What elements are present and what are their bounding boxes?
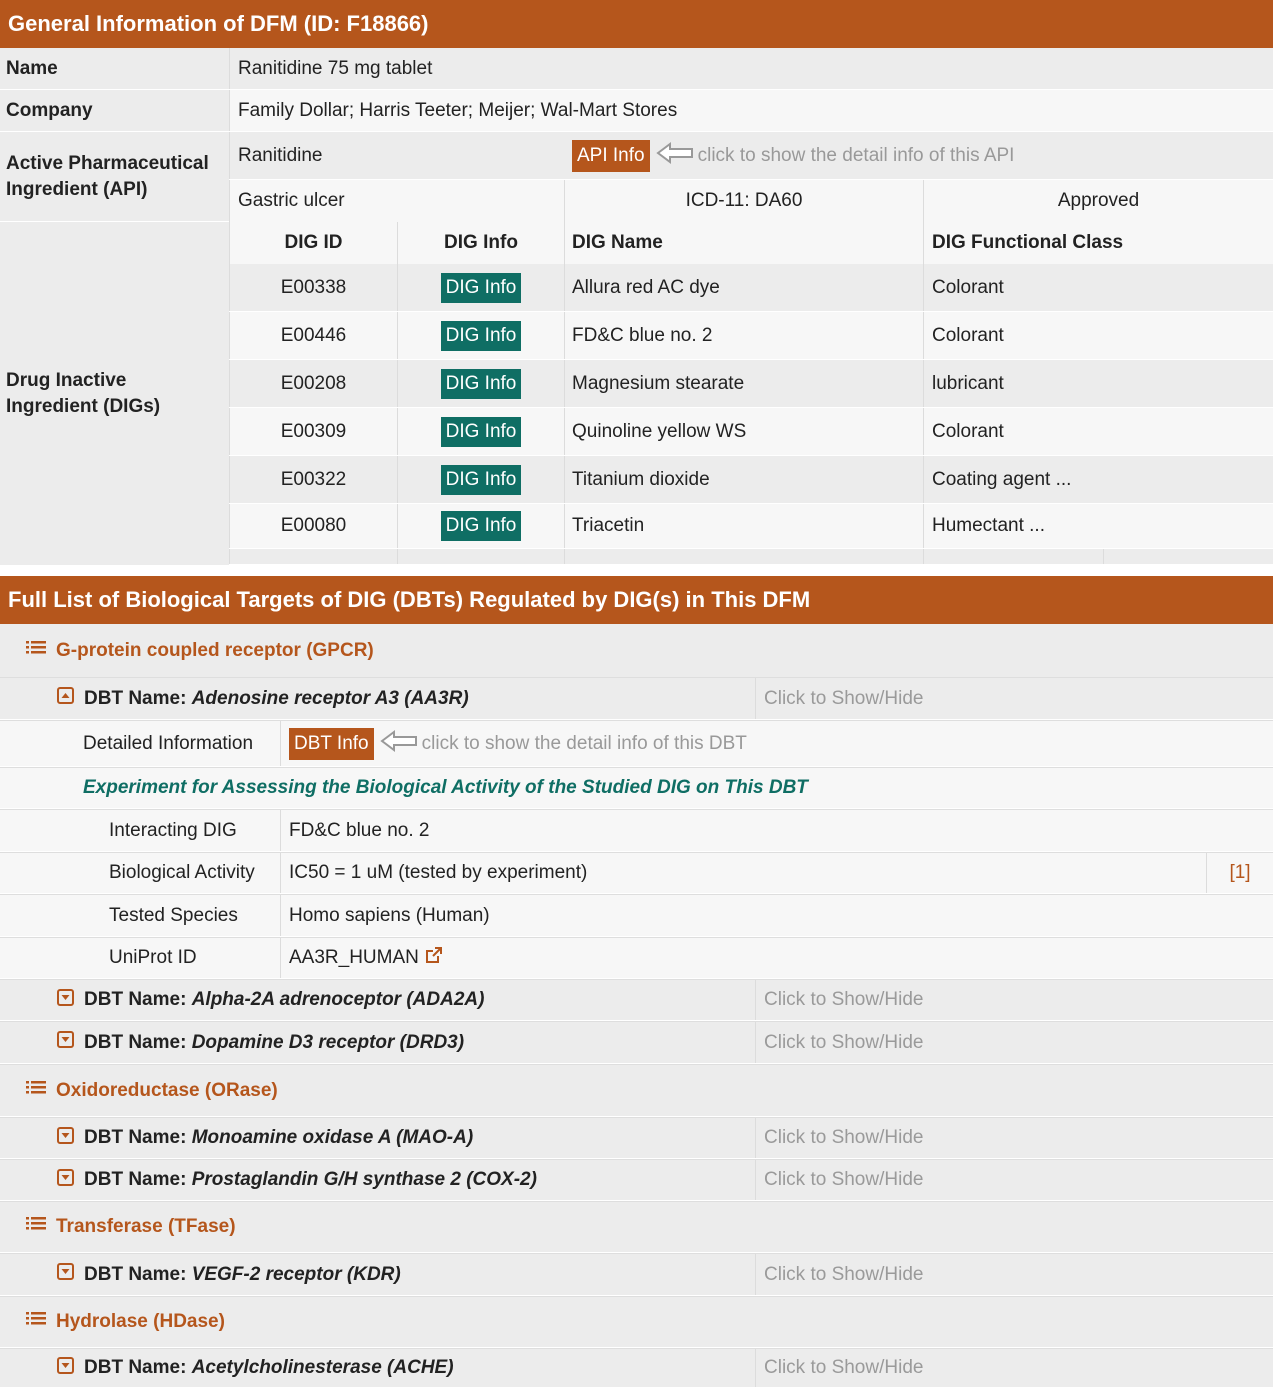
uniprot-link[interactable]: AA3R_HUMAN [289, 947, 419, 968]
dig-header-info: DIG Info [397, 222, 564, 264]
dig-info-cell [397, 312, 564, 359]
reference-link[interactable]: [1] [1206, 853, 1273, 893]
category-tfase[interactable] [0, 1202, 1273, 1253]
uniprot-row [0, 938, 1273, 979]
table-row [229, 264, 1273, 312]
dig-info-button[interactable]: DIG Info [441, 465, 522, 495]
list-icon [26, 1311, 46, 1333]
category-name: Oxidoreductase (ORase) [56, 1079, 278, 1101]
expand-icon[interactable] [57, 1357, 74, 1380]
expand-icon[interactable] [57, 1127, 74, 1150]
dbt-name-value: Prostaglandin G/H synthase 2 (COX-2) [191, 1169, 537, 1190]
dig-class: Coating agent ... [923, 456, 1273, 503]
empty-cell [564, 549, 923, 564]
activity-value: IC50 = 1 uM (tested by experiment) [280, 853, 1206, 893]
dbt-title [57, 1349, 454, 1387]
api-name: Ranitidine [229, 132, 564, 179]
show-hide-toggle[interactable]: Click to Show/Hide [755, 1022, 1273, 1063]
empty-cell [229, 549, 397, 564]
show-hide-toggle[interactable]: Click to Show/Hide [755, 678, 1273, 719]
dig-id: E00309 [229, 408, 397, 455]
species-value: Homo sapiens (Human) [280, 895, 1273, 936]
table-row [229, 312, 1273, 360]
dbt-row-cox-2[interactable] [0, 1160, 1273, 1201]
name-row [0, 48, 1273, 90]
show-hide-toggle[interactable]: Click to Show/Hide [755, 1118, 1273, 1158]
category-hdase[interactable] [0, 1297, 1273, 1348]
dbt-title [57, 1160, 537, 1200]
category-label [26, 1297, 225, 1347]
dbt-prefix: DBT Name: [84, 989, 187, 1010]
dbt-prefix: DBT Name: [84, 1263, 187, 1285]
dig-name: FD&C blue no. 2 [564, 312, 923, 359]
dbt-title [57, 980, 484, 1020]
dbt-row-ache[interactable] [0, 1349, 1273, 1388]
table-row [229, 456, 1273, 504]
list-icon [26, 1216, 46, 1238]
dig-header-name: DIG Name [564, 222, 923, 264]
table-row [229, 504, 1273, 549]
external-link-icon[interactable] [425, 946, 443, 970]
dig-id: E00322 [229, 456, 397, 503]
dig-info-cell [397, 504, 564, 548]
api-hint: click to show the detail info of this API [697, 144, 1015, 166]
dig-class: Colorant [923, 408, 1273, 455]
dbt-name-value: Adenosine receptor A3 (AA3R) [191, 687, 469, 709]
dig-info-button[interactable]: DIG Info [441, 321, 522, 351]
category-label [26, 1065, 278, 1116]
icd-code: ICD-11: DA60 [564, 180, 923, 222]
dig-id: E00208 [229, 360, 397, 407]
dbt-row-kdr[interactable] [0, 1254, 1273, 1296]
dbt-row-ada2a[interactable] [0, 980, 1273, 1021]
dig-info-cell [397, 360, 564, 407]
dig-class: Colorant [923, 312, 1273, 359]
list-icon [26, 1080, 46, 1102]
expand-icon[interactable] [57, 1263, 74, 1286]
dig-info-cell [397, 456, 564, 503]
dbt-prefix: DBT Name: [84, 687, 187, 709]
dbt-prefix: DBT Name: [84, 1169, 187, 1190]
dbt-row-mao-a[interactable] [0, 1118, 1273, 1159]
show-hide-toggle[interactable]: Click to Show/Hide [755, 1160, 1273, 1200]
dig-header-class: DIG Functional Class [923, 222, 1273, 264]
company-row [0, 90, 1273, 132]
api-section [0, 132, 1273, 222]
dbt-hint: click to show the detail info of this DBT [421, 732, 747, 754]
table-row-empty [229, 549, 1273, 565]
api-info-button[interactable]: API Info [572, 140, 650, 172]
activity-label: Biological Activity [109, 862, 255, 883]
uniprot-label: UniProt ID [109, 947, 197, 968]
dig-name: Magnesium stearate [564, 360, 923, 407]
experiment-title: Experiment for Assessing the Biological Activity of the Studied DIG on This DBT [83, 777, 808, 798]
dbt-title [57, 678, 469, 719]
dbt-prefix: DBT Name: [84, 1127, 187, 1148]
show-hide-toggle[interactable]: Click to Show/Hide [755, 1254, 1273, 1295]
dig-info-cell [397, 408, 564, 455]
dbt-name-value: Dopamine D3 receptor (DRD3) [191, 1031, 465, 1053]
expand-icon[interactable] [57, 1169, 74, 1192]
dig-label [0, 222, 229, 565]
dig-name: Quinoline yellow WS [564, 408, 923, 455]
empty-cell [923, 549, 1103, 564]
species-label: Tested Species [109, 904, 238, 926]
show-hide-toggle[interactable]: Click to Show/Hide [755, 1349, 1273, 1387]
collapse-icon[interactable] [57, 687, 74, 710]
api-label [0, 132, 229, 221]
dbt-name-value: Monoamine oxidase A (MAO-A) [191, 1127, 474, 1148]
category-label [26, 624, 374, 677]
dig-class: Colorant [923, 264, 1273, 311]
api-button-cell [564, 132, 1273, 179]
dig-id: E00080 [229, 504, 397, 548]
dig-name: Allura red AC dye [564, 264, 923, 311]
dbt-name-value: Acetylcholinesterase (ACHE) [191, 1357, 454, 1378]
dig-info-button[interactable]: DIG Info [441, 273, 522, 303]
table-row [229, 408, 1273, 456]
dig-info-cell [397, 264, 564, 311]
detail-info-row [0, 721, 1273, 767]
category-name: Hydrolase (HDase) [56, 1311, 225, 1332]
dig-class: Humectant ... [923, 504, 1273, 548]
detail-label: Detailed Information [83, 732, 254, 754]
name-label: Name [0, 48, 229, 89]
expand-icon[interactable] [57, 1031, 74, 1054]
experiment-title-row [0, 768, 1273, 809]
left-arrow-icon [656, 141, 694, 171]
dbt-button-cell [280, 721, 1273, 766]
indication: Gastric ulcer [229, 180, 564, 222]
category-name: Transferase (TFase) [56, 1216, 236, 1237]
targets-header: Full List of Biological Targets of DIG (DBTs) Regulated by DIG(s) in This DFM [0, 576, 1273, 624]
company-label: Company [0, 90, 229, 131]
category-gpcr[interactable] [0, 624, 1273, 678]
interacting-value: FD&C blue no. 2 [280, 810, 1273, 851]
empty-cell [1103, 549, 1273, 564]
dig-class: lubricant [923, 360, 1273, 407]
api-label-text: Active Pharmaceutical Ingredient (API) [6, 152, 209, 200]
dbt-title [57, 1022, 464, 1063]
list-icon [26, 640, 46, 662]
interacting-row [0, 810, 1273, 852]
dig-name: Titanium dioxide [564, 456, 923, 503]
dig-header-id: DIG ID [229, 222, 397, 264]
dig-id: E00446 [229, 312, 397, 359]
dbt-row-aa3r[interactable] [0, 678, 1273, 720]
uniprot-cell [280, 938, 1273, 978]
dig-info-button[interactable]: DIG Info [441, 511, 522, 541]
species-row [0, 895, 1273, 937]
dbt-row-drd3[interactable] [0, 1022, 1273, 1064]
dbt-title [57, 1118, 473, 1158]
dig-label-text: Drug Inactive Ingredient (DIGs) [6, 369, 161, 417]
dbt-prefix: DBT Name: [84, 1357, 187, 1378]
company-value: Family Dollar; Harris Teeter; Meijer; Wal-Mart Stores [229, 90, 1273, 131]
expand-icon[interactable] [57, 989, 74, 1012]
empty-cell [397, 549, 564, 564]
category-label [26, 1202, 236, 1252]
category-orase[interactable] [0, 1065, 1273, 1117]
dbt-info-button[interactable]: DBT Info [289, 728, 374, 760]
dbt-title [57, 1254, 401, 1295]
dbt-prefix: DBT Name: [84, 1031, 187, 1053]
dig-id: E00338 [229, 264, 397, 311]
dig-info-button[interactable]: DIG Info [441, 369, 522, 399]
table-row [229, 360, 1273, 408]
name-value: Ranitidine 75 mg tablet [229, 48, 1273, 89]
show-hide-toggle[interactable]: Click to Show/Hide [755, 980, 1273, 1020]
dig-info-button[interactable]: DIG Info [441, 417, 522, 447]
dbt-name-value: VEGF-2 receptor (KDR) [191, 1263, 401, 1285]
activity-row [0, 853, 1273, 894]
dig-name: Triacetin [564, 504, 923, 548]
interacting-label: Interacting DIG [109, 819, 237, 841]
general-info-header: General Information of DFM (ID: F18866) [0, 0, 1273, 48]
approval-status: Approved [923, 180, 1273, 222]
category-name: G-protein coupled receptor (GPCR) [56, 639, 374, 661]
left-arrow-icon [380, 729, 418, 759]
dbt-name-value: Alpha-2A adrenoceptor (ADA2A) [191, 989, 485, 1010]
